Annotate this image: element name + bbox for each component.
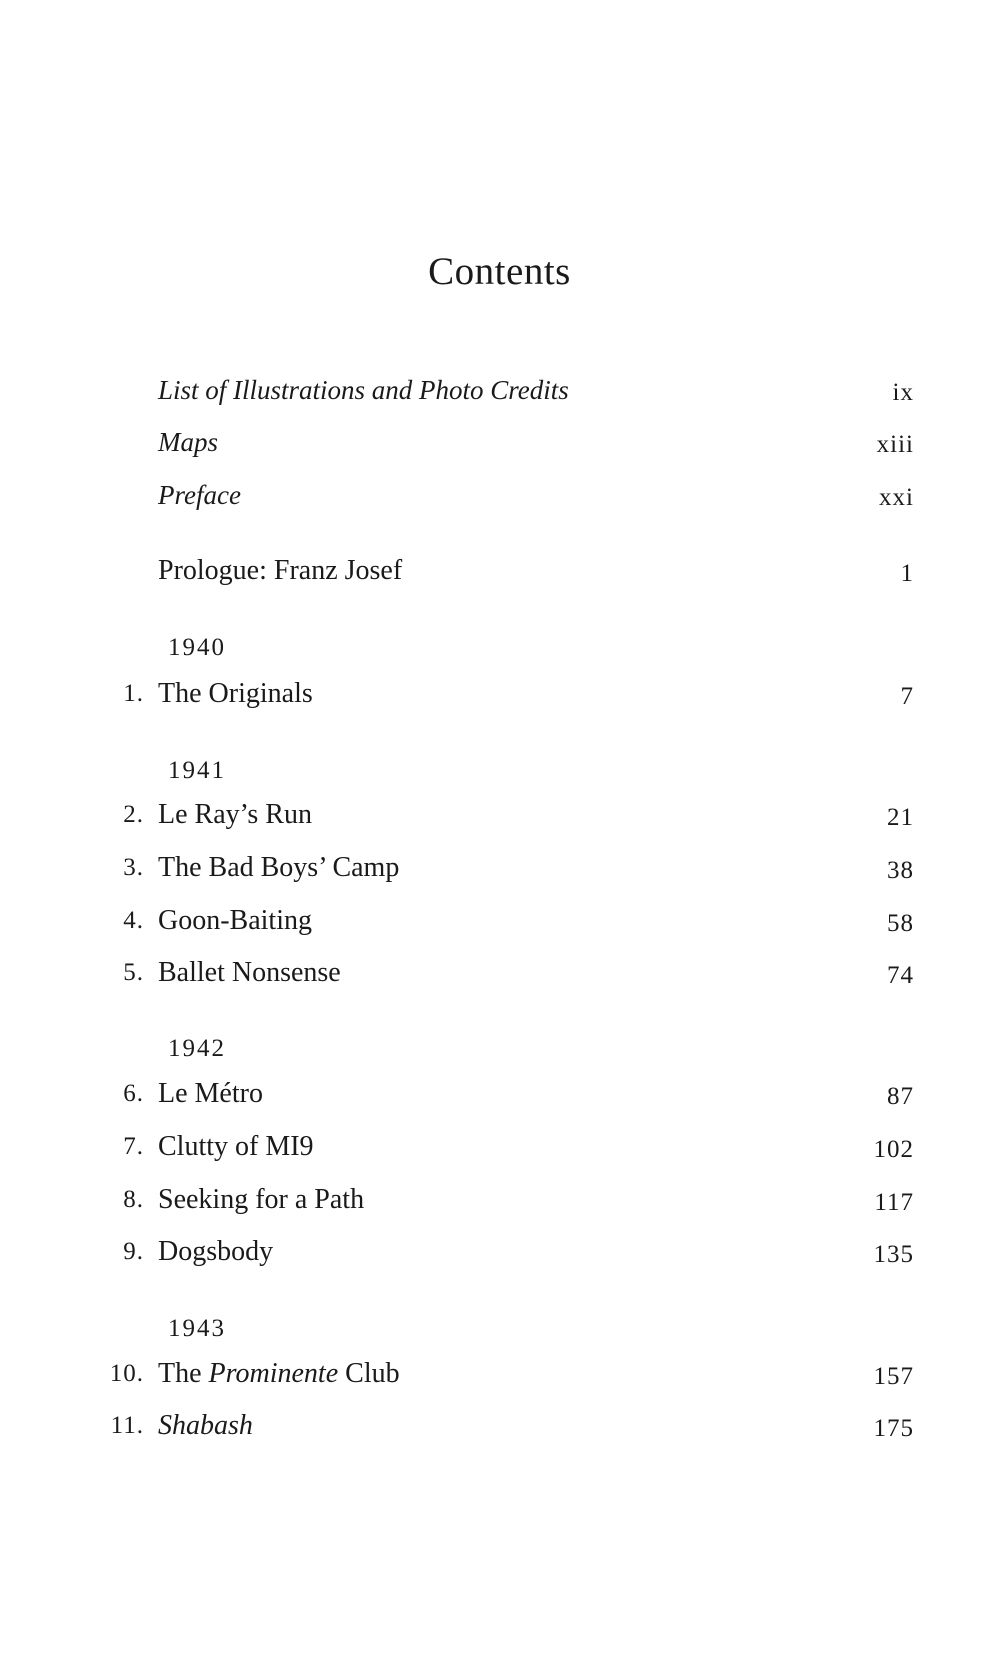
toc-entry-title: The Bad Boys’ Camp: [158, 852, 400, 883]
toc-entry-title-part: The: [158, 1358, 209, 1389]
chapter-number: 5.: [123, 959, 144, 986]
chapter-number: 6.: [123, 1080, 144, 1107]
toc-entry-title: Le Métro: [158, 1078, 263, 1109]
toc-entry-title-italic: Shabash: [158, 1410, 253, 1441]
page-title: Contents: [428, 250, 571, 294]
chapter-number: 1.: [123, 680, 144, 707]
toc-entry-page: 102: [873, 1136, 914, 1163]
toc-entry-title: List of Illustrations and Photo Credits: [158, 375, 569, 405]
chapter-number: 10.: [109, 1360, 144, 1387]
toc-entry-illustrations[interactable]: [0, 372, 999, 408]
toc-entry-title: Seeking for a Path: [158, 1184, 365, 1215]
toc-entry-page: 38: [887, 857, 914, 884]
chapter-number: 7.: [123, 1133, 144, 1160]
toc-entry-prologue[interactable]: [0, 553, 999, 589]
year-heading-1941: 1941: [168, 757, 226, 784]
toc-entry-title: Clutty of MI9: [158, 1131, 314, 1162]
toc-entry-page: 157: [873, 1363, 914, 1390]
toc-entry-page: ix: [892, 379, 914, 406]
toc-entry-title: Le Ray’s Run: [158, 799, 312, 830]
toc-entry-page: xiii: [876, 431, 914, 458]
toc-entry-chapter-2[interactable]: [0, 797, 999, 833]
toc-entry-chapter-5[interactable]: [0, 955, 999, 991]
toc-entry-chapter-1[interactable]: [0, 676, 999, 712]
toc-entry-page: 87: [887, 1083, 914, 1110]
toc-entry-title: [158, 1408, 253, 1444]
year-heading-1942: 1942: [168, 1035, 226, 1062]
toc-entry-page: 58: [887, 910, 914, 937]
toc-entry-page: 135: [873, 1241, 914, 1268]
chapter-number: 8.: [123, 1186, 144, 1213]
toc-entry-title: Preface: [158, 480, 241, 510]
toc-entry-title: Goon-Baiting: [158, 905, 312, 936]
toc-entry-page: 7: [900, 683, 914, 710]
toc-entry-chapter-7[interactable]: [0, 1129, 999, 1165]
toc-entry-title: Maps: [158, 427, 218, 457]
toc-entry-chapter-3[interactable]: [0, 850, 999, 886]
toc-entry-page: xxi: [879, 484, 914, 511]
toc-entry-chapter-11[interactable]: [0, 1408, 999, 1444]
toc-entry-preface[interactable]: [0, 477, 999, 513]
toc-entry-title: [158, 1356, 400, 1392]
toc-entry-title: Dogsbody: [158, 1236, 274, 1267]
toc-entry-page: 1: [900, 560, 914, 587]
toc-entry-page: 74: [887, 962, 914, 989]
toc-entry-maps[interactable]: [0, 424, 999, 460]
toc-entry-page: 117: [874, 1189, 914, 1216]
toc-entry-title: The Originals: [158, 678, 313, 709]
toc-entry-chapter-10[interactable]: [0, 1356, 999, 1392]
toc-entry-title: Ballet Nonsense: [158, 957, 341, 988]
chapter-number: 2.: [123, 801, 144, 828]
toc-entry-chapter-6[interactable]: [0, 1076, 999, 1112]
chapter-number: 9.: [123, 1238, 144, 1265]
chapter-number: 11.: [110, 1412, 144, 1439]
toc-entry-chapter-8[interactable]: [0, 1182, 999, 1218]
toc-entry-page: 175: [873, 1415, 914, 1442]
toc-entry-title: Prologue: Franz Josef: [158, 555, 403, 586]
toc-entry-chapter-4[interactable]: [0, 903, 999, 939]
chapter-number: 3.: [123, 854, 144, 881]
toc-entry-chapter-9[interactable]: [0, 1234, 999, 1270]
toc-entry-page: 21: [887, 804, 914, 831]
toc-entry-title-part: Club: [338, 1358, 400, 1389]
year-heading-1940: 1940: [168, 634, 226, 661]
year-heading-1943: 1943: [168, 1315, 226, 1342]
chapter-number: 4.: [123, 907, 144, 934]
toc-entry-title-italic: Prominente: [208, 1358, 339, 1389]
